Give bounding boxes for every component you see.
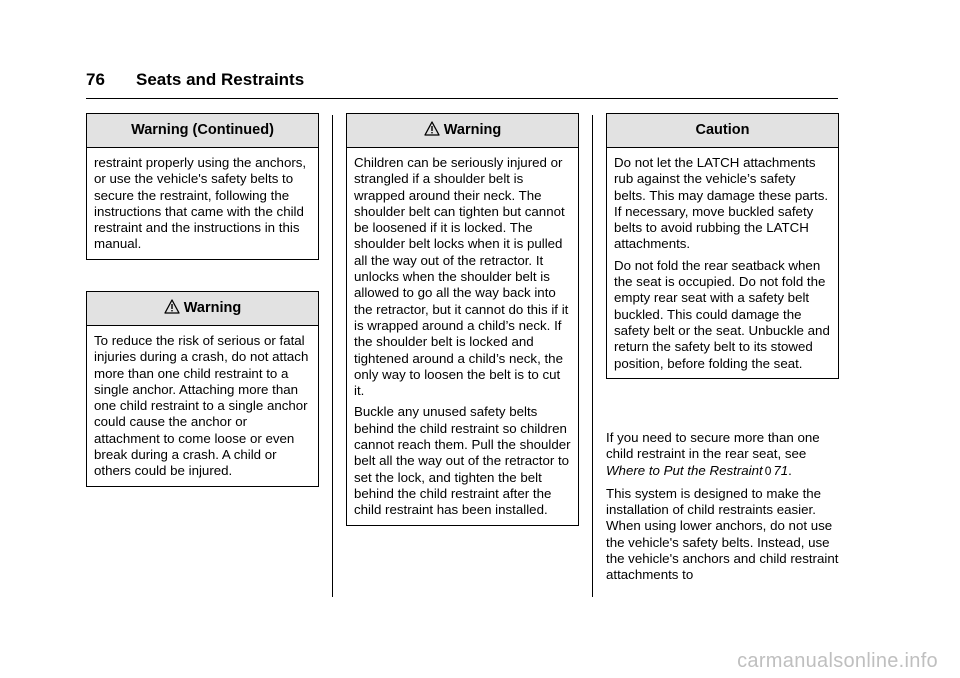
watermark: carmanualsonline.info xyxy=(737,650,938,672)
column-divider-2 xyxy=(592,115,593,597)
reference-page[interactable]: 71 xyxy=(773,462,789,478)
paragraph-secure-more xyxy=(606,430,840,479)
warning-continued-box xyxy=(86,113,319,260)
section-title: Seats and Restraints xyxy=(136,70,305,89)
page-number: 76 xyxy=(86,70,105,89)
warning-continued-text: restraint properly using the anchors, or use the vehicle's safety belts to secure the restraint, following the instructions that came with the child restraint and the instructions in this manual. xyxy=(94,155,307,252)
paragraph-text: If you need to secure more than one child restraint in the rear seat, see xyxy=(606,430,820,462)
warning-paragraph-1: Children can be seriously injured or strangled if a shoulder belt is wrapped around their neck. The shoulder belt can tighten but cannot be loosened if it is locked. The shoulder belt locks when it is pulled all the way out of the retractor. It unlocks when the shoulder belt is allowed to go all the way back into the retractor, but it cannot do this if it is wrapped around a child’s neck. If the shoulder belt is locked and tightened around a child’s neck, the only way to loosen the belt is to cut it. xyxy=(354,155,569,399)
caution-paragraph-1: Do not let the LATCH attachments rub against the vehicle’s safety belts. This may damage these parts. If necessary, move buckled safety belts to avoid rubbing the LATCH attachments. xyxy=(614,155,829,252)
warning-title: Warning xyxy=(183,300,242,316)
warning-box-anchor-header xyxy=(87,292,318,326)
caution-box xyxy=(606,113,839,379)
warning-box-anchor xyxy=(86,291,319,487)
caution-title: Caution xyxy=(607,114,838,148)
warning-title: Warning xyxy=(443,122,502,138)
warning-continued-title: Warning (Continued) xyxy=(87,114,318,148)
paragraph-system-design: This system is designed to make the installation of child restraints easier. When using lower anchors, do not use the vehicle's safety belts. Instead, use the vehicle's anchors and child restraint attachments to xyxy=(606,485,839,583)
caution-paragraph-2: Do not fold the rear seatback when the seat is occupied. Do not fold the empty rear seat with a safety belt buckled. This could damage the safety belt or the seat. Unbuckle and return the safety belt to its stowed position, before folding the seat. xyxy=(614,257,830,371)
page-header xyxy=(86,70,838,90)
warning-box-shoulder-belt-header xyxy=(347,114,578,148)
reference-symbol: 0 xyxy=(764,463,772,478)
warning-text: To reduce the risk of serious or fatal injuries during a crash, do not attach more than one child restraint to a single anchor. Attaching more than one child restraint to a single anchor could cause the anchor or attachment to come loose or even break during a crash. A child or others could be injured. xyxy=(94,333,309,479)
warning-paragraph-2: Buckle any unused safety belts behind the child restraint so children cannot reach them. Pull the shoulder belt all the way out of the retractor to set the lock, and tighten the belt behind the child restraint after the child restraint has been installed. xyxy=(354,404,571,518)
warning-triangle-icon xyxy=(164,294,180,327)
cross-reference-link[interactable]: Where to Put the Restraint xyxy=(606,462,763,478)
column-divider-1 xyxy=(332,115,333,597)
header-rule xyxy=(86,98,838,99)
paragraph-end: . xyxy=(788,462,792,478)
body-text xyxy=(606,430,840,591)
warning-box-shoulder-belt xyxy=(346,113,579,526)
warning-triangle-icon xyxy=(424,116,440,149)
